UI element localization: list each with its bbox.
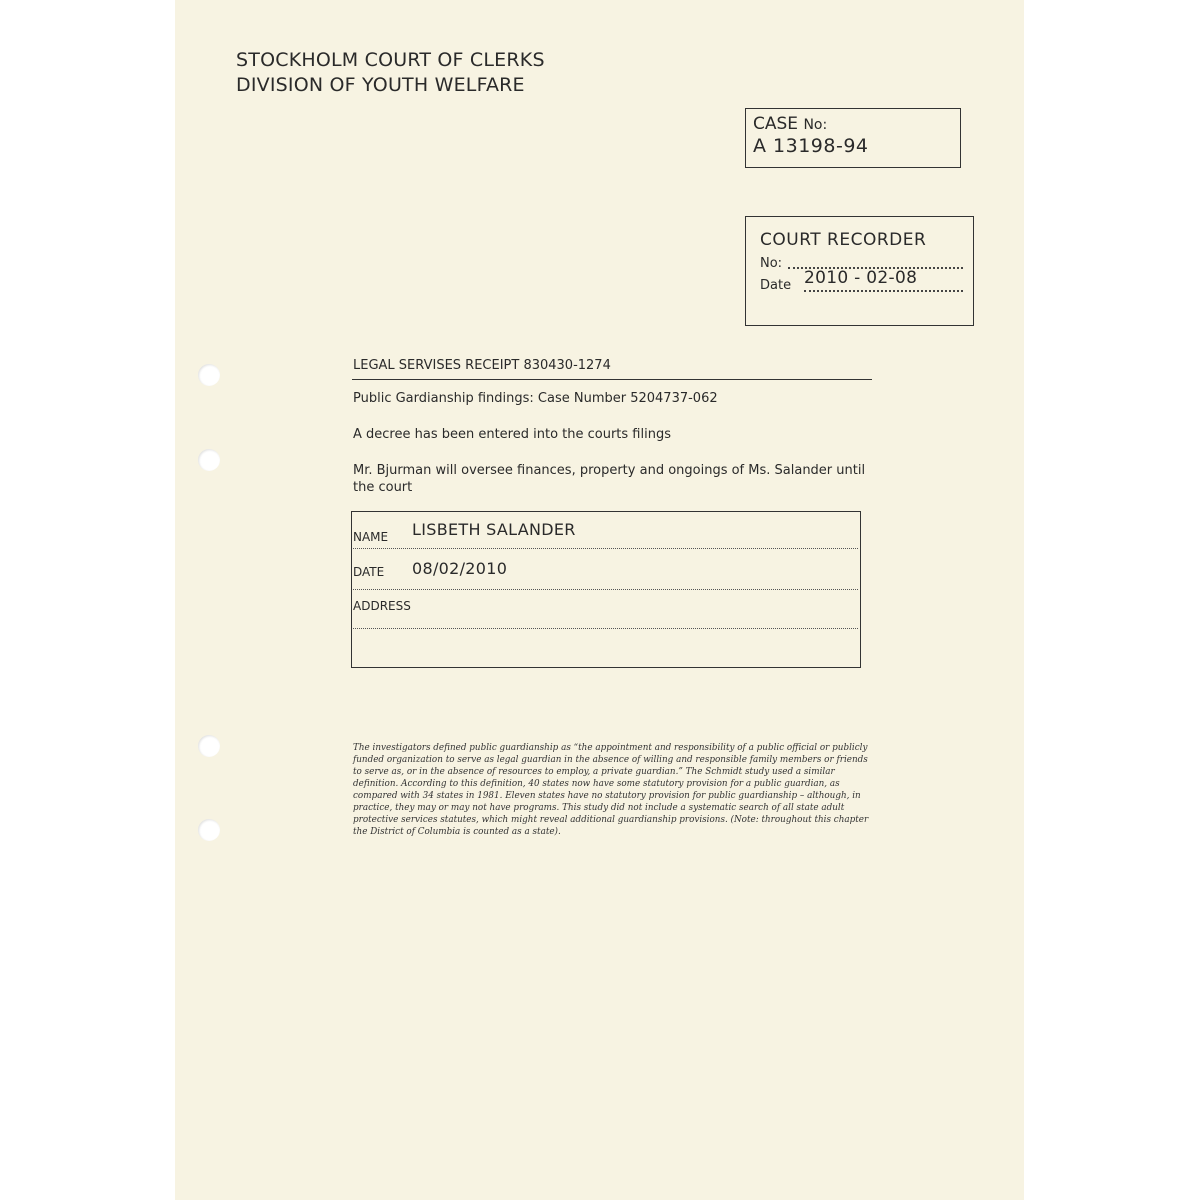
findings-line: Public Gardianship findings: Case Number 5204737-062 (353, 391, 718, 406)
date-label: DATE (353, 565, 385, 579)
recorder-no-label: No: (760, 256, 783, 271)
footnote-paragraph: The investigators defined public guardianship as “the appointment and responsibility of a public official or publicly funded organization to serve as legal guardian in the absence of willing and responsible family members or friends to serve as, or in the absence of resources to employ, a private guardian.” The Schmidt study used a similar definition. According to this definition, 40 states now have some statutory provision for a public guardian, as compared with 34 states in 1981. Eleven states have no statutory provision for public guardianship – although, in practice, they may or may not have programs. This study did not include a systematic search of all state adult protective services statutes, which might reveal additional guardianship provisions. (Note: throughout this chapter the District of Columbia is counted as a state). (353, 743, 869, 837)
case-number: A 13198-94 (753, 135, 869, 157)
case-label-suffix: No: (803, 117, 828, 133)
recorder-date-value: 2010 - 02-08 (804, 268, 918, 288)
case-number-box (745, 108, 961, 168)
court-recorder-box (745, 216, 974, 326)
recorder-date-dotted-line (804, 290, 963, 292)
case-label-text: CASE (753, 114, 799, 134)
date-value: 08/02/2010 (412, 559, 508, 578)
date-dotted-line (353, 589, 858, 590)
agency-header (236, 48, 545, 98)
oversight-line: Mr. Bjurman will oversee finances, property and ongoings of Ms. Salander until the court (353, 463, 866, 495)
name-label: NAME (353, 530, 389, 544)
recorder-date-label: Date (760, 278, 792, 293)
agency-name: STOCKHOLM COURT OF CLERKS (236, 49, 545, 71)
punch-hole (198, 735, 220, 757)
name-dotted-line (353, 548, 858, 549)
punch-hole (198, 819, 220, 841)
court-recorder-title: COURT RECORDER (760, 230, 927, 250)
case-label (753, 114, 827, 134)
decree-line: A decree has been entered into the courts filings (353, 427, 671, 442)
punch-hole (198, 364, 220, 386)
name-value: LISBETH SALANDER (412, 520, 576, 539)
punch-hole (198, 449, 220, 471)
address-label: ADDRESS (353, 599, 411, 613)
personal-details-form (351, 511, 861, 668)
division-name: DIVISION OF YOUTH WELFARE (236, 74, 525, 96)
receipt-title: LEGAL SERVISES RECEIPT 830430-1274 (353, 358, 611, 373)
receipt-divider (352, 379, 872, 380)
address-dotted-line (353, 628, 858, 629)
